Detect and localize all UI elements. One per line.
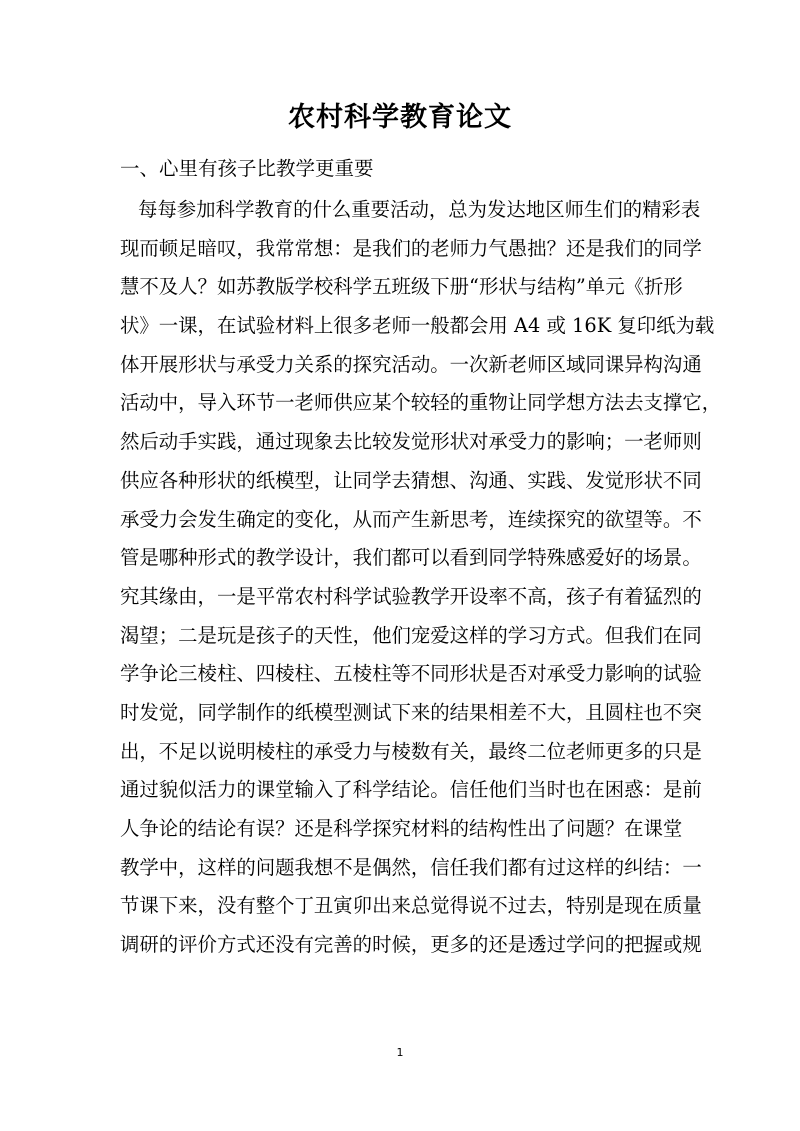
text-line: 究其缘由，一是平常农村科学试验教学开设率不高，孩子有着猛烈的: [120, 584, 702, 608]
text-line: 体开展形状与承受力关系的探究活动。一次新老师区域同课异构沟通: [120, 352, 702, 376]
text-line: 渴望；二是玩是孩子的天性，他们宠爱这样的学习方式。但我们在同: [120, 623, 702, 647]
text-line: 教学中，这样的问题我想不是偶然，信任我们都有过这样的纠结：一: [120, 855, 702, 879]
text-line: 节课下来，没有整个丁丑寅卯出来总觉得说不过去，特别是现在质量: [120, 894, 702, 918]
text-line: 状》一课，在试验材料上很多老师一般都会用 A4 或 16K 复印纸为载: [120, 314, 715, 338]
text-line: 每每参加科学教育的什么重要活动，总为发达地区师生们的精彩表: [138, 198, 701, 221]
text-line: 时发觉，同学制作的纸模型测试下来的结果相差不大，且圆柱也不突: [120, 700, 702, 724]
section-heading: 一、心里有孩子比教学更重要: [120, 157, 374, 180]
text-line: 现而顿足暗叹，我常常想：是我们的老师力气愚拙？还是我们的同学: [120, 236, 702, 260]
text-line: 调研的评价方式还没有完善的时候，更多的还是透过学问的把握或规: [120, 933, 702, 957]
text-line: 人争论的结论有误？还是科学探究材料的结构性出了问题？在课堂: [120, 817, 683, 840]
text-line: 通过貌似活力的课堂输入了科学结论。信任他们当时也在困惑：是前: [120, 778, 702, 802]
text-line: 慧不及人？如苏教版学校科学五班级下册“形状与结构”单元《折形: [120, 275, 683, 299]
text-line: 供应各种形状的纸模型，让同学去猜想、沟通、实践、发觉形状不同: [120, 468, 702, 492]
text-line: 管是哪种形式的教学设计，我们都可以看到同学特殊感爱好的场景。: [120, 546, 702, 570]
text-line: 出，不足以说明棱柱的承受力与棱数有关，最终二位老师更多的只是: [120, 739, 702, 763]
document-title: 农村科学教育论文: [288, 102, 512, 133]
page-number: 1: [396, 1046, 404, 1059]
text-line: 承受力会发生确定的变化，从而产生新思考，连续探究的欲望等。不: [120, 507, 702, 531]
text-line: 然后动手实践，通过现象去比较发觉形状对承受力的影响；一老师则: [120, 430, 702, 454]
text-line: 活动中，导入环节一老师供应某个较轻的重物让同学想方法去支撑它，: [120, 391, 722, 415]
text-line: 学争论三棱柱、四棱柱、五棱柱等不同形状是否对承受力影响的试验: [120, 662, 702, 686]
body-text: [120, 191, 722, 965]
